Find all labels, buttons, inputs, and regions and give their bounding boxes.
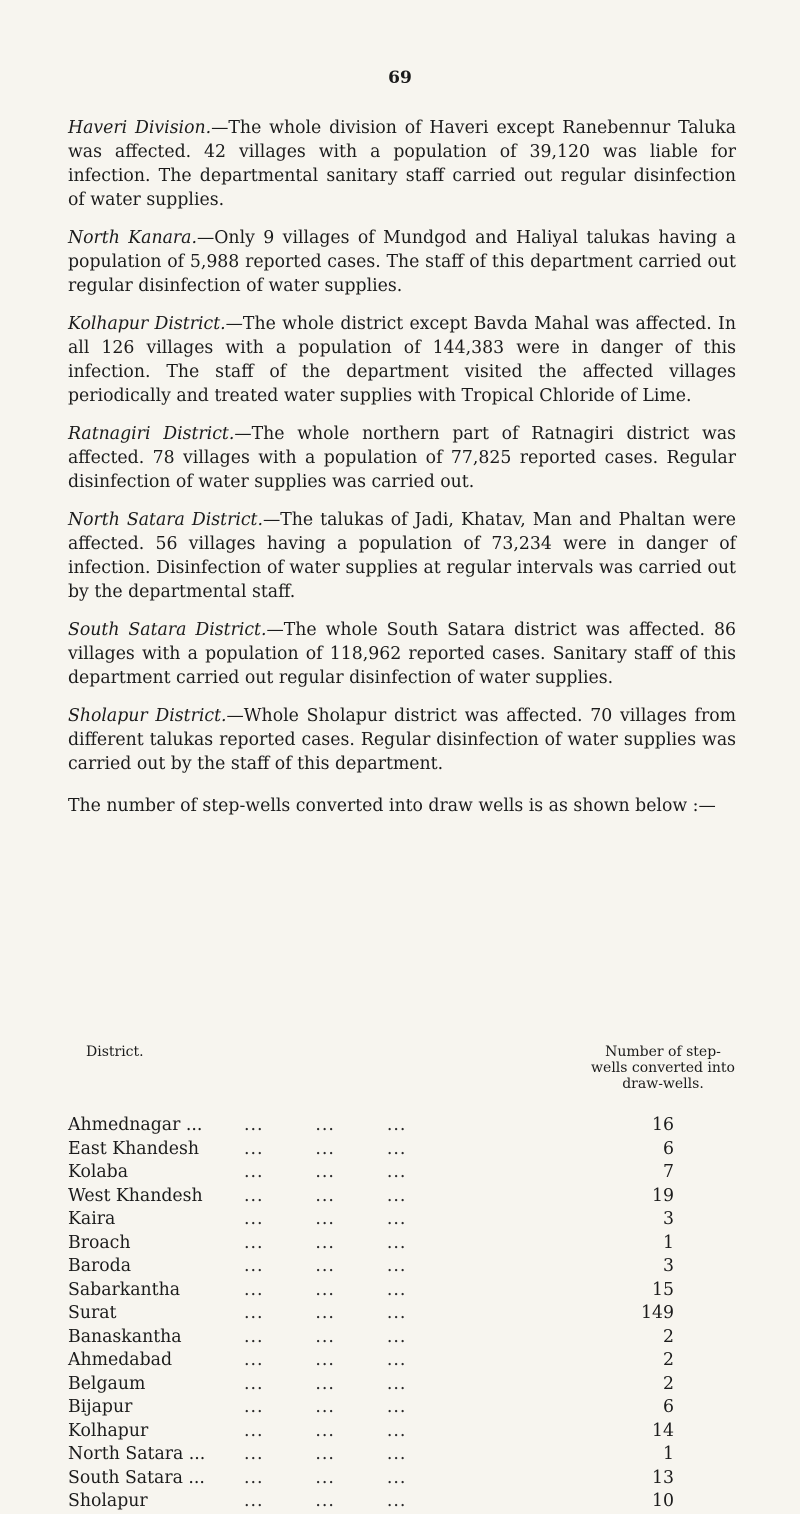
leader-dots: ... ... ... bbox=[244, 1162, 407, 1182]
leader-dots: ... ... ... bbox=[244, 1326, 407, 1347]
paragraph-text: —The whole South Satara district was affected. 86 villages with a population of 118,962 reported cases. Sanitary staff of this department carried out regular disinfection of water supplies. bbox=[68, 620, 736, 688]
paragraph-sholapur-district bbox=[68, 704, 736, 776]
step-wells-count: 3 bbox=[663, 1209, 674, 1229]
step-wells-table bbox=[68, 1044, 736, 1514]
leader-dots: ... ... ... bbox=[244, 1232, 407, 1253]
leader-dots: ... ... ... bbox=[244, 1350, 407, 1370]
table-row bbox=[68, 1420, 736, 1444]
paragraph-text: —Whole Sholapur district was affected. 70 villages from different talukas reported cases. Regular disinfection of water supplies was carried out by the staff of this department. bbox=[68, 706, 737, 774]
paragraph-heading: Haveri Division. bbox=[68, 118, 212, 138]
table-row bbox=[68, 1326, 736, 1350]
step-wells-count: 2 bbox=[663, 1326, 674, 1347]
leader-dots: ... ... ... bbox=[244, 1256, 407, 1276]
table-row bbox=[68, 1208, 736, 1232]
paragraph-heading: South Satara District. bbox=[68, 620, 267, 640]
table-row bbox=[68, 1467, 736, 1491]
district-name: Ahmednagar ... bbox=[68, 1115, 203, 1135]
step-wells-count: 6 bbox=[663, 1397, 674, 1417]
paragraph-north-satara-district bbox=[68, 508, 736, 604]
district-name: South Satara ... bbox=[68, 1467, 205, 1488]
step-wells-count: 2 bbox=[663, 1373, 674, 1394]
leader-dots: ... ... ... bbox=[244, 1303, 407, 1323]
table-row bbox=[68, 1302, 736, 1326]
leader-dots: ... ... ... bbox=[244, 1491, 407, 1511]
leader-dots: ... ... ... bbox=[244, 1209, 407, 1229]
paragraph-text: —The whole division of Haveri except Ranebennur Taluka was affected. 42 villages with a population of 39,120 was liable for infection. The departmental sanitary staff carried out regular disinfection of water supplies. bbox=[68, 118, 736, 210]
district-name: Bijapur bbox=[68, 1397, 133, 1417]
table-row bbox=[68, 1185, 736, 1209]
district-name: East Khandesh bbox=[68, 1138, 199, 1159]
table-row bbox=[68, 1232, 736, 1256]
paragraph-kolhapur-district bbox=[68, 312, 736, 408]
leader-dots: ... ... ... bbox=[244, 1420, 407, 1441]
body-text bbox=[68, 116, 736, 838]
table-row bbox=[68, 1255, 736, 1279]
table-row bbox=[68, 1373, 736, 1397]
paragraph-north-kanara bbox=[68, 226, 736, 298]
step-wells-count: 16 bbox=[652, 1115, 674, 1135]
leader-dots: ... ... ... bbox=[244, 1138, 407, 1159]
table-row bbox=[68, 1349, 736, 1373]
paragraph-south-satara-district bbox=[68, 618, 736, 690]
paragraph-heading: North Kanara. bbox=[68, 228, 197, 248]
paragraph-ratnagiri-district bbox=[68, 422, 736, 494]
paragraph-text: —The talukas of Jadi, Khatav, Man and Phaltan were affected. 56 villages having a population of 73,234 were in danger of infection. Disinfection of water supplies at regular intervals was carried out by the departmental staff. bbox=[68, 510, 736, 602]
leader-dots: ... ... ... bbox=[244, 1185, 407, 1206]
table-row bbox=[68, 1396, 736, 1420]
paragraph-haveri-division bbox=[68, 116, 736, 212]
leader-dots: ... ... ... bbox=[244, 1444, 407, 1464]
leader-dots: ... ... ... bbox=[244, 1373, 407, 1394]
paragraph-heading: North Satara District. bbox=[68, 510, 263, 530]
count-column-header: Number of step-wells converted into draw-wells. bbox=[591, 1044, 735, 1092]
paragraph-heading: Sholapur District. bbox=[68, 706, 227, 726]
district-column-header: District. bbox=[86, 1044, 144, 1060]
step-wells-count: 13 bbox=[652, 1467, 674, 1488]
district-name: Ahmedabad bbox=[68, 1350, 173, 1370]
district-name: Kaira bbox=[68, 1209, 116, 1229]
paragraph-text: —The whole northern part of Ratnagiri district was affected. 78 villages with a population of 77,825 reported cases. Regular disinfection of water supplies was carried out. bbox=[68, 424, 736, 492]
district-name: Baroda bbox=[68, 1256, 132, 1276]
district-name: Kolaba bbox=[68, 1162, 129, 1182]
district-name: West Khandesh bbox=[68, 1185, 203, 1206]
step-wells-count: 15 bbox=[652, 1279, 674, 1300]
paragraph-text: —Only 9 villages of Mundgod and Haliyal talukas having a population of 5,988 reported cases. The staff of this department carried out regular disinfection of water supplies. bbox=[68, 228, 737, 296]
step-wells-count: 2 bbox=[663, 1350, 674, 1370]
table-header bbox=[68, 1044, 736, 1114]
step-wells-count: 1 bbox=[663, 1444, 674, 1464]
paragraph-heading: Ratnagiri District. bbox=[68, 424, 235, 444]
step-wells-count: 1 bbox=[663, 1232, 674, 1253]
leader-dots: ... ... ... bbox=[244, 1115, 407, 1135]
leader-dots: ... ... ... bbox=[244, 1467, 407, 1488]
step-wells-count: 149 bbox=[641, 1303, 674, 1323]
district-name: Sabarkantha bbox=[68, 1279, 181, 1300]
table-intro: The number of step-wells converted into draw wells is as shown below :— bbox=[68, 796, 716, 816]
leader-dots: ... ... ... bbox=[244, 1397, 407, 1417]
district-name: Broach bbox=[68, 1232, 131, 1253]
step-wells-count: 10 bbox=[652, 1491, 674, 1511]
step-wells-count: 3 bbox=[663, 1256, 674, 1276]
step-wells-count: 6 bbox=[663, 1138, 674, 1159]
step-wells-count: 14 bbox=[652, 1420, 674, 1441]
page-number: 69 bbox=[388, 68, 412, 88]
step-wells-count: 7 bbox=[663, 1162, 674, 1182]
district-name: Banaskantha bbox=[68, 1326, 182, 1347]
district-name: North Satara ... bbox=[68, 1444, 206, 1464]
table-row bbox=[68, 1279, 736, 1303]
district-name: Surat bbox=[68, 1303, 117, 1323]
district-name: Kolhapur bbox=[68, 1420, 149, 1441]
district-name: Sholapur bbox=[68, 1491, 148, 1511]
table-row bbox=[68, 1443, 736, 1467]
table-row bbox=[68, 1114, 736, 1138]
table-row bbox=[68, 1161, 736, 1185]
step-wells-count: 19 bbox=[652, 1185, 674, 1206]
table-row bbox=[68, 1490, 736, 1514]
district-name: Belgaum bbox=[68, 1373, 146, 1394]
leader-dots: ... ... ... bbox=[244, 1279, 407, 1300]
paragraph-heading: Kolhapur District. bbox=[68, 314, 226, 334]
paragraph-text: —The whole district except Bavda Mahal was affected. In all 126 villages with a population of 144,383 were in danger of this infection. The staff of the department visited the affected villages periodically and treated water supplies with Tropical Chloride of Lime. bbox=[68, 314, 736, 406]
table-row bbox=[68, 1138, 736, 1162]
